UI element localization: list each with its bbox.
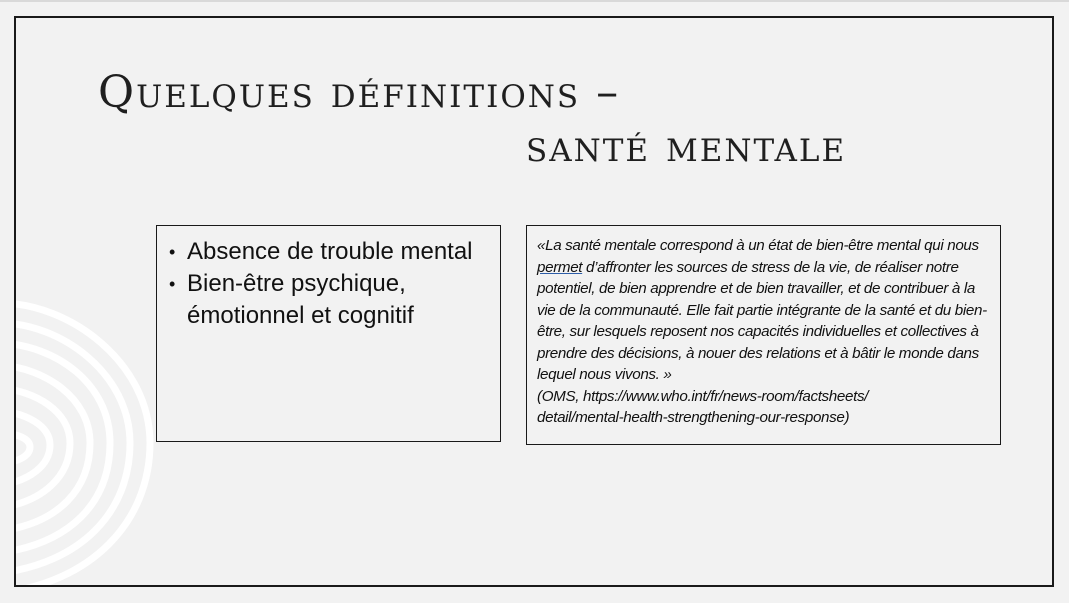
source-slash: / bbox=[571, 409, 576, 426]
quote-source bbox=[537, 386, 992, 429]
window-top-rule bbox=[0, 0, 1069, 2]
quote-text-end: d’affronter les sources de stress de la vie, de réaliser notre potentiel, de bien apprendre et de bien travailler, et de contribuer à la vie de la communauté. Elle fait partie intégrante de la santé et du bien-être, sur lesquels reposent nos capacités individuelles et collectives à prendre des décisions, à nouer des relations et à bâtir le monde dans lequel nous vivons. » bbox=[537, 258, 987, 383]
source-close: ) bbox=[844, 409, 850, 426]
source-path: mental-health-strengthening-our-response bbox=[575, 409, 845, 426]
quote-textbox[interactable] bbox=[526, 225, 1001, 445]
slide-title-line2: santé mentale bbox=[526, 121, 847, 172]
bullet-icon: • bbox=[169, 274, 176, 294]
list-item bbox=[169, 268, 490, 332]
list-item-text: Bien-être psychique, émotionnel et cognitif bbox=[187, 270, 414, 329]
who-definition-quote bbox=[537, 235, 992, 386]
quote-underlined-word: permet bbox=[537, 258, 583, 276]
source-detail-word: detail bbox=[537, 409, 572, 426]
slide-title bbox=[98, 66, 918, 174]
list-item bbox=[169, 236, 490, 268]
source-prefix: (OMS, https://www.who.int/fr/news-room/factsheets/ bbox=[537, 387, 869, 405]
list-item-text: Absence de trouble mental bbox=[187, 238, 473, 265]
bullet-list bbox=[157, 226, 500, 332]
quote-text-start: «La santé mentale correspond à un état de bien-être mental qui nous bbox=[537, 237, 979, 254]
slide-canvas[interactable] bbox=[14, 16, 1054, 587]
slide-title-line1: Quelques définitions – bbox=[98, 67, 621, 118]
bullet-list-textbox[interactable] bbox=[156, 225, 501, 442]
bullet-icon: • bbox=[169, 242, 176, 262]
fingerprint-decoration-icon bbox=[14, 273, 160, 587]
